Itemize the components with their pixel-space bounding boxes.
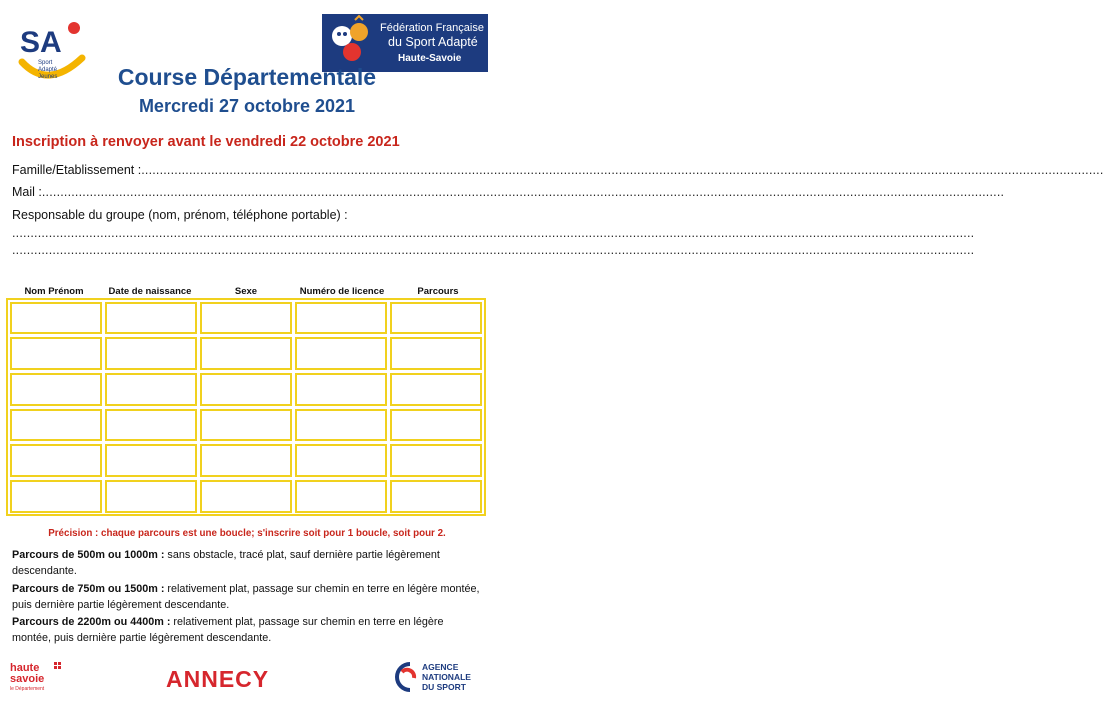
table-cell[interactable] — [295, 409, 387, 442]
hs-line2: savoie — [10, 673, 45, 685]
table-cell[interactable] — [200, 480, 292, 513]
famille-dots: ...................................................................................................................................................................................................................................................................... — [141, 163, 1104, 177]
responsable-label: Responsable du groupe (nom, prénom, téléphone portable) : — [12, 208, 348, 222]
table-cell[interactable] — [295, 373, 387, 406]
responsable-line-2[interactable]: ...................................................................................................................................................................................................................................................................... — [12, 243, 975, 257]
table-cell[interactable] — [105, 373, 197, 406]
table-cell[interactable] — [295, 337, 387, 370]
famille-label: Famille/Etablissement : — [12, 163, 142, 177]
deadline-notice: Inscription à renvoyer avant le vendredi 22 octobre 2021 — [12, 134, 400, 150]
hs-line1: haute — [10, 662, 40, 674]
page-title: Course Départementale — [117, 64, 377, 90]
table-cell[interactable] — [200, 302, 292, 335]
col-header-parcours: Parcours — [417, 286, 459, 297]
table-cell[interactable] — [10, 444, 102, 477]
table-cell[interactable] — [200, 444, 292, 477]
annecy-logo: ANNECY — [166, 666, 270, 692]
parcours-3 — [12, 615, 484, 646]
col-header-date: Date de naissance — [108, 286, 192, 297]
parcours-3-text: relativement plat, passage sur chemin en terre en légère montée, puis dernière partie légèrement descendante. — [12, 616, 444, 644]
responsable-line-1[interactable]: ...................................................................................................................................................................................................................................................................... — [12, 226, 975, 240]
table-cell[interactable] — [200, 409, 292, 442]
parcours-3-title: Parcours de 2200m ou 4400m : — [12, 616, 171, 628]
saj-line3: Jeunes — [38, 74, 58, 80]
table-cell[interactable] — [295, 480, 387, 513]
ans-line3: DU SPORT — [422, 682, 466, 692]
parcours-2-text: relativement plat, passage sur chemin en terre en légère montée, puis dernière partie légèrement descendante. — [12, 583, 480, 611]
table-cell[interactable] — [105, 302, 197, 335]
saj-mark: SA — [20, 26, 62, 59]
table-cell[interactable] — [200, 373, 292, 406]
table-cell[interactable] — [390, 444, 482, 477]
parcours-2 — [12, 582, 484, 613]
saj-line1: Sport — [38, 60, 53, 66]
ffsa-line3: Haute-Savoie — [398, 53, 462, 64]
registration-grid — [6, 298, 486, 516]
precision-note: Précision : chaque parcours est une boucle; s'inscrire soit pour 1 boucle, soit pour 2. — [48, 528, 446, 539]
haute-savoie-logo — [10, 660, 70, 696]
table-cell[interactable] — [105, 480, 197, 513]
table-cell[interactable] — [10, 373, 102, 406]
col-header-nom: Nom Prénom — [24, 286, 84, 297]
saj-line2: Adapté — [38, 67, 58, 73]
table-cell[interactable] — [295, 302, 387, 335]
table-cell[interactable] — [105, 337, 197, 370]
event-date: Mercredi 27 octobre 2021 — [138, 96, 356, 116]
ans-line2: NATIONALE — [422, 672, 471, 682]
table-cell[interactable] — [390, 373, 482, 406]
mail-field[interactable] — [12, 185, 1005, 199]
table-cell[interactable] — [390, 337, 482, 370]
table-cell[interactable] — [10, 409, 102, 442]
table-cell[interactable] — [295, 444, 387, 477]
table-cell[interactable] — [390, 480, 482, 513]
table-cell[interactable] — [10, 302, 102, 335]
table-cell[interactable] — [390, 302, 482, 335]
table-cell[interactable] — [105, 444, 197, 477]
parcours-2-title: Parcours de 750m ou 1500m : — [12, 583, 165, 595]
table-cell[interactable] — [105, 409, 197, 442]
parcours-1 — [12, 548, 484, 579]
col-header-sexe: Sexe — [234, 286, 258, 297]
ffsa-line2: du Sport Adapté — [388, 35, 478, 49]
table-cell[interactable] — [10, 337, 102, 370]
parcours-1-title: Parcours de 500m ou 1000m : — [12, 549, 165, 561]
table-cell[interactable] — [10, 480, 102, 513]
ans-line1: AGENCE — [422, 662, 459, 672]
hs-line3: le Département — [10, 686, 45, 692]
mail-label: Mail : — [12, 185, 42, 199]
parcours-1-text: sans obstacle, tracé plat, sauf dernière partie légèrement descendante. — [12, 549, 440, 577]
col-header-licence: Numéro de licence — [299, 286, 385, 297]
famille-field[interactable] — [12, 163, 1104, 177]
ffsa-line1: Fédération Française — [380, 22, 484, 34]
ans-logo — [392, 660, 488, 694]
table-cell[interactable] — [390, 409, 482, 442]
mail-dots: ...................................................................................................................................................................................................................................................................... — [41, 185, 1005, 199]
table-cell[interactable] — [200, 337, 292, 370]
